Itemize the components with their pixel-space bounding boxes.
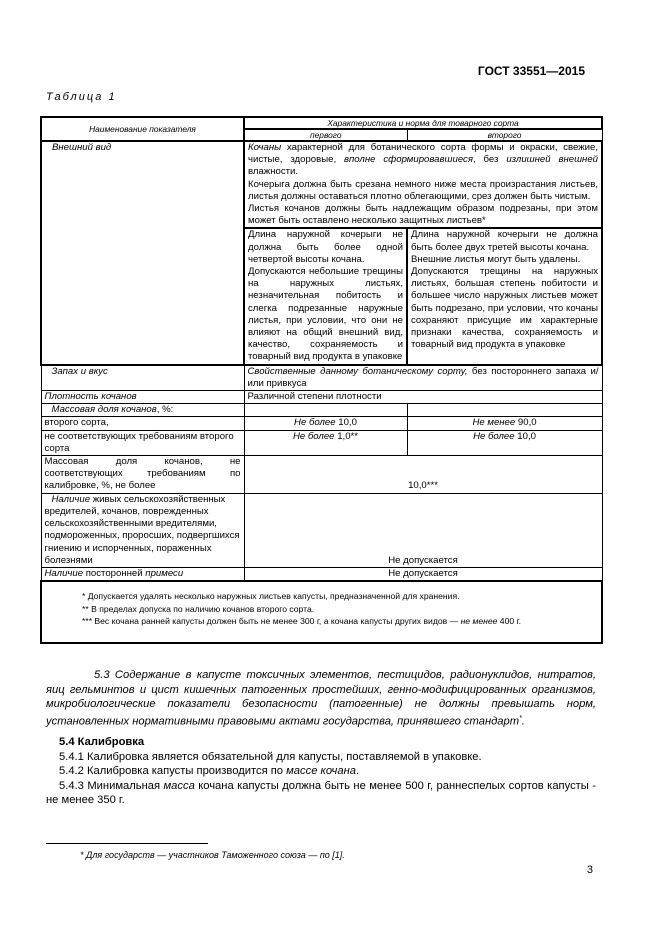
footnote-1: * Допускается удалять несколько наружных листьев капусты, предназначенной для хранения.: [82, 591, 460, 602]
text: Кочаны: [248, 142, 282, 153]
footnote-2: ** В пределах допуска по наличию кочанов второго сорта.: [82, 603, 315, 614]
page-footnote: * Для государств — участников Таможенного союза — по [1].: [80, 850, 345, 860]
text: 10,0: [514, 430, 536, 442]
text: Не более: [292, 430, 335, 442]
header-first-grade: первого: [244, 129, 407, 141]
appearance-first: [244, 228, 407, 364]
text: вполне сформировавшиеся: [344, 154, 473, 166]
row-label-pests: [41, 493, 244, 567]
text: масса: [163, 779, 195, 792]
text: Листья кочанов должны быть надлежащим образом подрезаны, при этом может быть оставлено несколько защитных листьев*: [248, 203, 599, 227]
table-row: [41, 456, 602, 494]
row-label-calibration: Массовая доля кочанов, не соответствующих требованиям по калибровке, %, не более: [41, 456, 244, 494]
table-row: [41, 391, 602, 404]
table-row: [41, 365, 602, 391]
text: примеси: [145, 567, 184, 579]
text: Допускаются трещины на наружных листьях, большая степень побитости и большее число наружных листьев может быть подрезано, при условии, что кочаны сохраняют присущие им характерные признаки качества, сохраняемость и товарный вид продукта в упаковке: [411, 266, 599, 351]
text: влажности.: [248, 166, 299, 178]
text: массе кочана: [286, 765, 356, 778]
text: Массовая доля кочанов: [51, 404, 157, 416]
text: Внешние листья могут быть удалены.: [411, 253, 581, 265]
header-norm: Характеристика и норма для товарного сорта: [244, 117, 602, 129]
row-label-non-conforming: не соответствующих требованиям второго сорта: [41, 430, 244, 455]
paragraph: [46, 779, 596, 808]
text: Длина наружной кочерыги не должна быть более двух третей высоты кочана.: [411, 229, 599, 253]
text: 5.3 Содержание в капусте токсичных элементов, пестицидов, радионуклидов, нитратов, яиц гельминтов и цист кишечных патогенных простейших, генно-модифицированных организмов, микробиологические показатели безопасности (патогенные) не должны превышать норм, установленных нормативными правовыми актами государства, принявшего стандарт: [46, 669, 596, 728]
calibration-value: 10,0***: [244, 456, 602, 494]
text: Наличие: [51, 493, 91, 505]
text: *** Вес кочана ранней капусты должен быть не менее 300 г, а кочана капусты других видов —: [82, 616, 461, 627]
table-row: [41, 493, 602, 567]
page-number: 3: [586, 864, 593, 876]
table-row: [41, 567, 602, 581]
row-label-impurity: [41, 567, 244, 581]
section-title: 5.4 Калибровка: [59, 736, 145, 748]
text: излишней внешней: [506, 154, 599, 166]
section-5-3: 5.3 Содержание в капусте токсичных элементов, пестицидов, радионуклидов, нитратов, яиц гельминтов и цист кишечных патогенных простейших, генно-модифицированных организмов, микробиологические показатели безопасности (патогенные) не должны превышать норм, установленных нормативными правовыми актами государства, принявшего стандарт*.: [46, 669, 596, 728]
smell-value: [244, 365, 602, 391]
row-label-smell: Запах и вкус: [41, 365, 244, 391]
text: без постороннего запаха и/или привкуса: [247, 365, 599, 389]
table-row: [41, 141, 602, 228]
appearance-second: [407, 228, 602, 364]
pests-value: Не допускается: [244, 493, 602, 567]
text: , без: [472, 154, 507, 166]
text: Свойственные данному ботаническому сорту,: [247, 365, 468, 377]
text: Допускаются небольшие трещины на наружных листьях, незначительная побитость и слегка подрезанные наружные листья, при условии, что они не влияют на общий внешний вид, качество, сохраняемость и товарный вид продукта в упаковке: [248, 266, 403, 363]
row-label-appearance: Внешний вид: [41, 141, 244, 365]
paragraph: 5.4.1 Калибровка является обязательной для капусты, поставляемой в упаковке.: [59, 750, 482, 763]
text: 400 г.: [497, 616, 522, 627]
impurity-value: Не допускается: [244, 567, 602, 581]
text: посторонней: [83, 567, 146, 579]
footnote-mark: *: [519, 714, 522, 722]
document-code: ГОСТ 33551—2015: [477, 64, 585, 78]
text: 5.4.3 Минимальная: [59, 779, 164, 792]
section-5-4: [46, 735, 596, 808]
footnote-3: [82, 615, 601, 628]
text: характерной для ботанического сорта формы и окраски, свежие, чистые, здоровые,: [248, 142, 599, 166]
text: Длина наружной кочерыги не должна быть более одной четвертой высоты кочана.: [248, 229, 403, 265]
table-caption: Таблица 1: [46, 91, 117, 103]
text: , %:: [156, 404, 174, 416]
text: живых сельскохозяйственных вредителей, кочанов, поврежденных сельскохозяйственными вредителями, подмороженных, проросших, подвергшихся гниению и испорченных, пораженных болезнями: [44, 493, 240, 566]
row-label-second-grade: второго сорта,: [41, 417, 244, 430]
text: кочана капусты должна быть не менее 500 г, раннеспелых сортов капусты - не менее 350 г.: [46, 779, 596, 807]
text: Наличие: [44, 567, 84, 579]
paragraph: [46, 764, 596, 779]
appearance-common: [244, 141, 602, 228]
header-second-grade: второго: [407, 129, 602, 141]
header-indicator: Наименование показателя: [41, 117, 244, 141]
text: Кочерыга должна быть срезана немного ниже места произрастания листьев, листья должны оставаться плотно облегающими, срез должен быть чистым.: [248, 178, 599, 202]
text: Не менее: [472, 417, 516, 429]
text: Не более: [473, 430, 515, 442]
requirements-table: [40, 116, 603, 644]
footnote-divider: [46, 843, 208, 844]
row-label-density: Плотность кочанов: [41, 391, 244, 404]
table-row: [41, 430, 602, 455]
text: .: [355, 765, 360, 778]
text: не менее: [460, 616, 498, 627]
density-value: Различной степени плотности: [244, 391, 602, 404]
table-row: [41, 404, 602, 417]
row-label-mass-share: [41, 404, 244, 417]
table-footnotes: [41, 581, 602, 643]
table-row: [41, 417, 602, 430]
text: 10,0: [335, 417, 357, 429]
text: 5.4.2 Калибровка капусты производится по: [59, 765, 287, 778]
text: Не более: [294, 417, 336, 429]
text: 90,0: [515, 417, 537, 429]
text: 1,0**: [334, 430, 359, 442]
